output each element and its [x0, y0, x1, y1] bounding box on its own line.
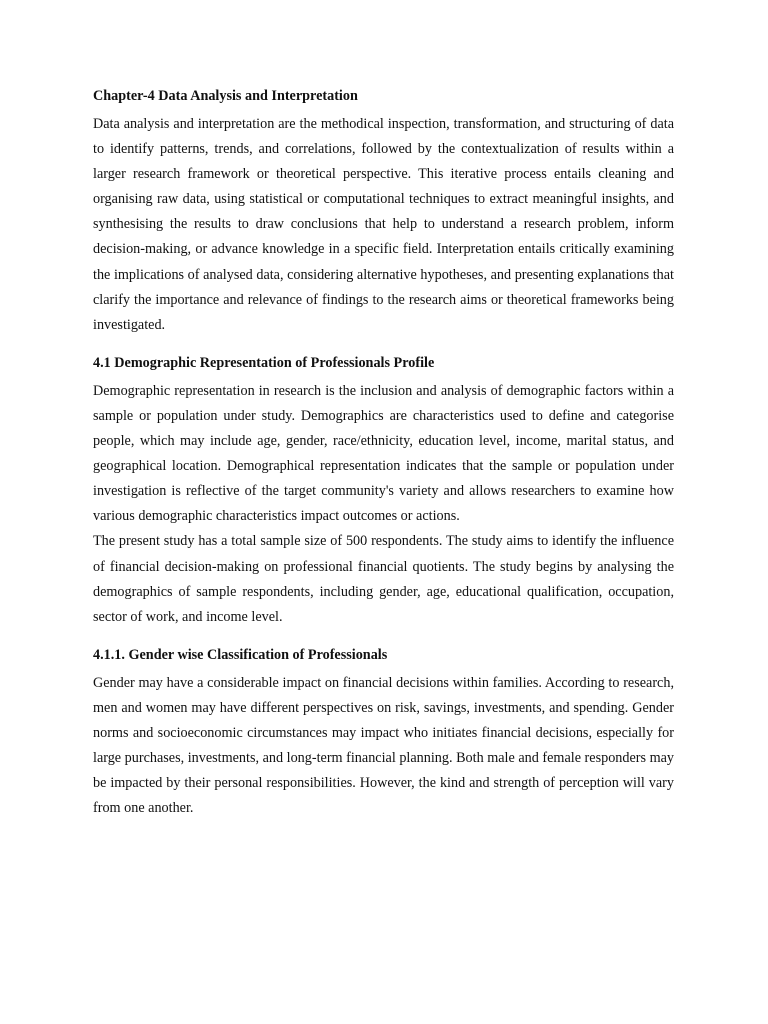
- section-gap: [93, 338, 674, 351]
- chapter-title: Chapter-4 Data Analysis and Interpretation: [93, 88, 358, 104]
- section-gap: [93, 630, 674, 643]
- section-4-1-1-title: 4.1.1. Gender wise Classification of Professionals: [93, 646, 388, 663]
- section-4-1-1-paragraph: Gender may have a considerable impact on financial decisions within families. According to research, men and women may have different perspectives on risk, savings, investments, and spending. Gender norms and socioeconomic circumstances may impact who initiates financial decisions, especially for large purchases, investments, and long-term financial planning. Both male and female responders may be impacted by their personal responsibilities. However, the kind and strength of perception will vary from one another.: [93, 674, 674, 817]
- chapter-intro-paragraph: Data analysis and interpretation are the methodical inspection, transformation, and structuring of data to identify patterns, trends, and correlations, followed by the contextualization of results within a larger research framework or theoretical perspective. This iterative process entails cleaning and organising raw data, using statistical or computational techniques to extract meaningful insights, and synthesising the results to draw conclusions that help to understand a research problem, inform decision-making, or advance knowledge in a specific field. Interpretation entails critically examining the implications of analysed data, considering alternative hypotheses, and presenting explanations that clarify the importance and relevance of findings to the research aims or theoretical frameworks being investigated.: [93, 116, 674, 333]
- section-4-1-paragraph-1: Demographic representation in research is the inclusion and analysis of demographic factors within a sample or population under study. Demographics are characteristics used to define and categorise people, which may include age, gender, race/ethnicity, education level, income, marital status, and geographical location. Demographical representation indicates that the sample or population under investigation is reflective of the target community's variety and allows researchers to examine how various demographic characteristics impact outcomes or actions.: [93, 382, 674, 525]
- section-4-1-paragraph-2: The present study has a total sample size of 500 respondents. The study aims to identify the influence of financial decision-making on professional financial quotients. The study begins by analysing the demographics of sample respondents, including gender, age, educational qualification, occupation, sector of work, and income level.: [93, 533, 674, 625]
- section-4-1-title: 4.1 Demographic Representation of Professionals Profile: [93, 354, 435, 371]
- document-page: [93, 84, 674, 821]
